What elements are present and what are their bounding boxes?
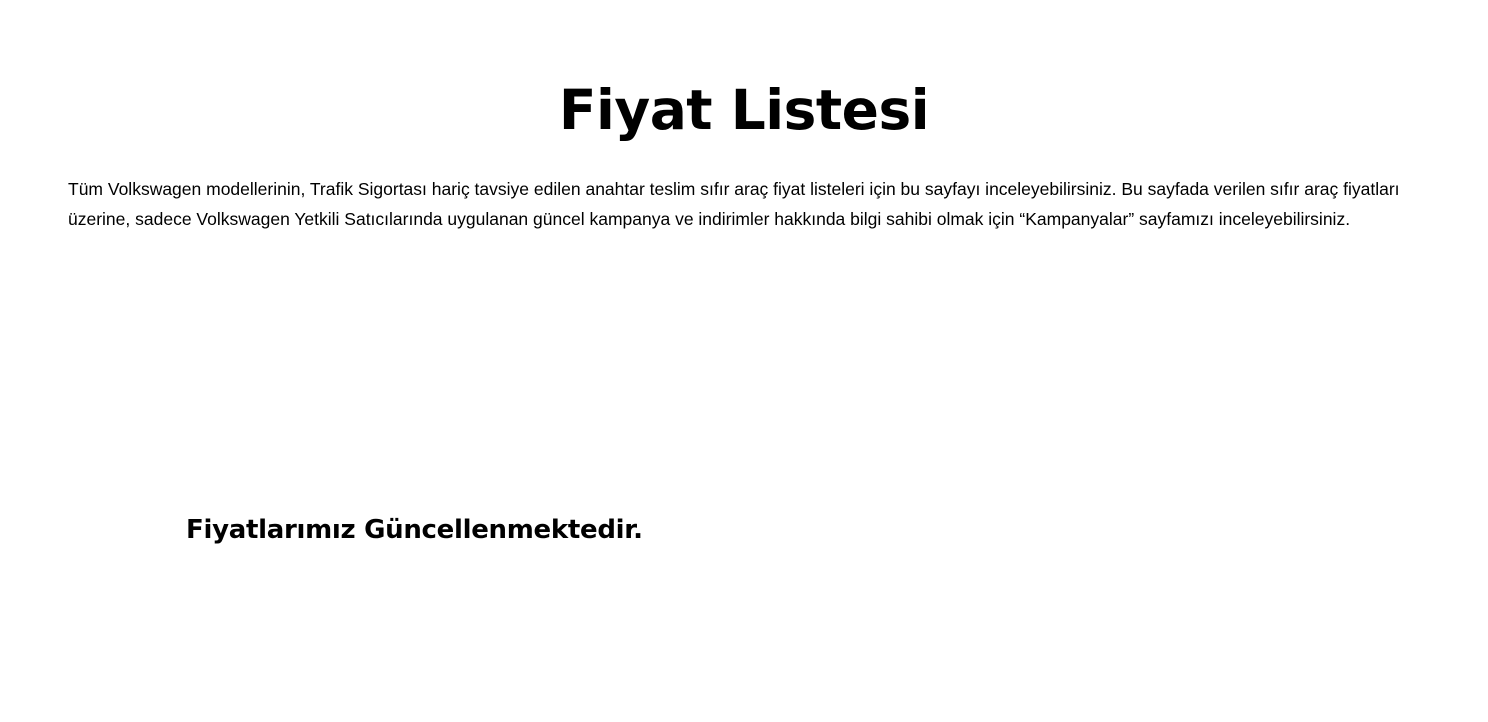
page-title: Fiyat Listesi: [558, 78, 930, 142]
price-update-status-heading: Fiyatlarımız Güncellenmektedir.: [186, 515, 643, 545]
intro-paragraph: Tüm Volkswagen modellerinin, Trafik Sigortası hariç tavsiye edilen anahtar teslim sıfır araç fiyat listeleri için bu sayfayı inceleyebilirsiniz. Bu sayfada verilen sıfır araç fiyatları üzerine, sadece Volkswagen Yetkili Satıcılarında uygulanan güncel kampanya ve indirimler hakkında bilgi sahibi olmak için “Kampanyalar” sayfamızı inceleyebilirsiniz.: [68, 179, 1400, 229]
